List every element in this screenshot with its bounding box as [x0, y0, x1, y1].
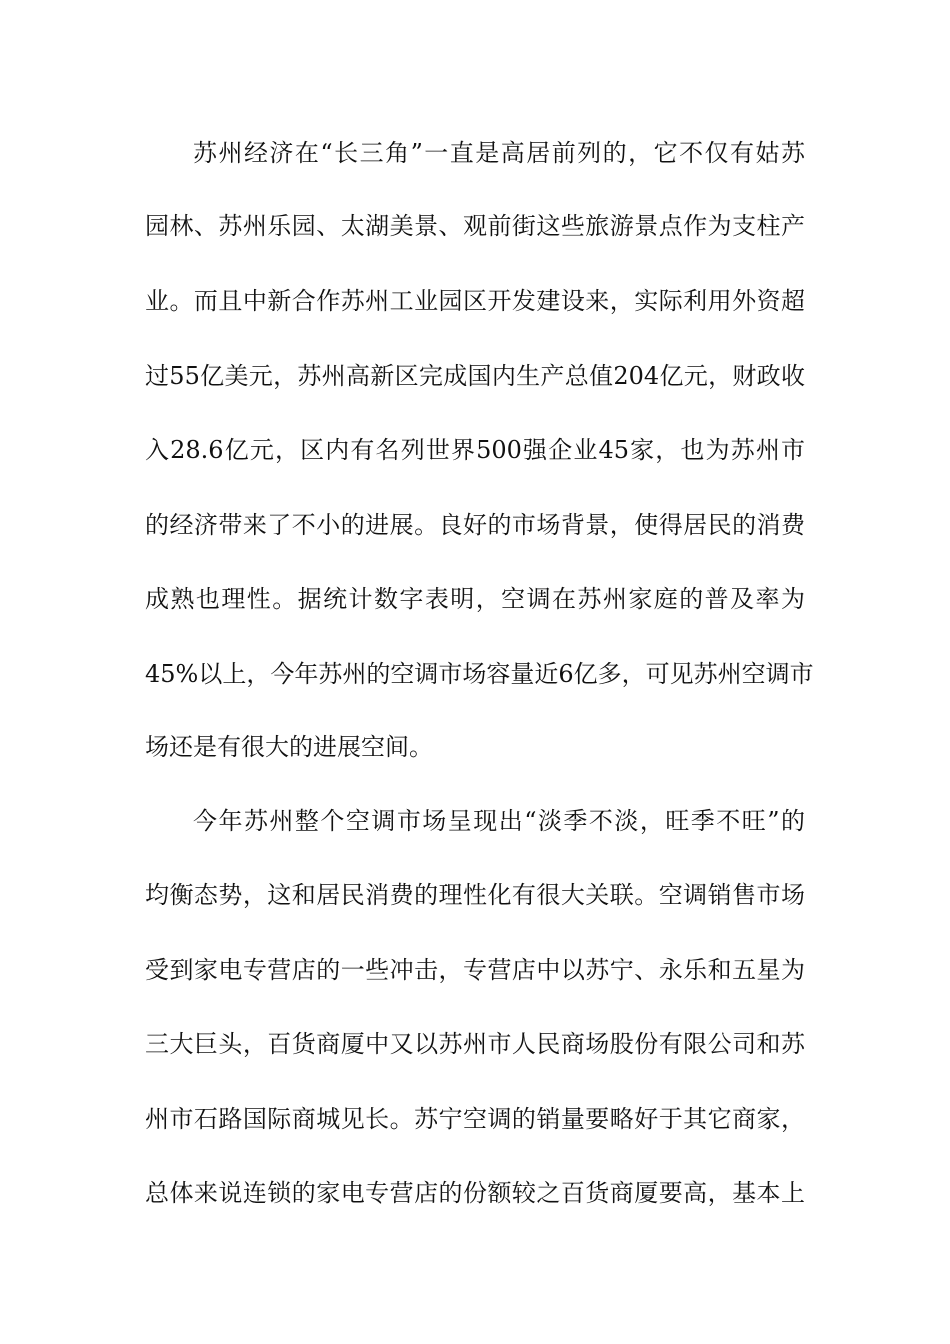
paragraph-2-line-3: 受到家电专营店的一些冲击，专营店中以苏宁、永乐和五星为 [145, 956, 805, 984]
paragraph-2-line-4: 三大巨头，百货商厦中又以苏州市人民商场股份有限公司和苏 [145, 1030, 805, 1058]
paragraph-2-line-1: 今年苏州整个空调市场呈现出“淡季不淡，旺季不旺”的 [193, 807, 805, 835]
paragraph-1-line-8: 45%以上，今年苏州的空调市场容量近6亿多，可见苏州空调市 [145, 660, 814, 688]
paragraph-2-line-6: 总体来说连锁的家电专营店的份额较之百货商厦要高，基本上 [145, 1179, 805, 1207]
paragraph-1-line-7: 成熟也理性。据统计数字表明，空调在苏州家庭的普及率为 [145, 585, 805, 613]
paragraph-1-line-6: 的经济带来了不小的进展。良好的市场背景，使得居民的消费 [145, 511, 805, 539]
paragraph-1-line-3: 业。而且中新合作苏州工业园区开发建设来，实际利用外资超 [145, 287, 805, 315]
paragraph-1-line-5: 入28.6亿元，区内有名列世界500强企业45家，也为苏州市 [145, 436, 805, 464]
paragraph-2-line-5: 州市石路国际商城见长。苏宁空调的销量要略好于其它商家， [145, 1105, 805, 1133]
paragraph-1-line-4: 过55亿美元，苏州高新区完成国内生产总值204亿元，财政收 [145, 362, 805, 390]
paragraph-1-line-1: 苏州经济在“长三角”一直是高居前列的，它不仅有姑苏 [193, 139, 805, 167]
paragraph-1-line-9: 场还是有很大的进展空间。 [145, 733, 433, 761]
paragraph-1-line-2: 园林、苏州乐园、太湖美景、观前街这些旅游景点作为支柱产 [145, 212, 805, 240]
paragraph-2-line-2: 均衡态势，这和居民消费的理性化有很大关联。空调销售市场 [145, 881, 805, 909]
